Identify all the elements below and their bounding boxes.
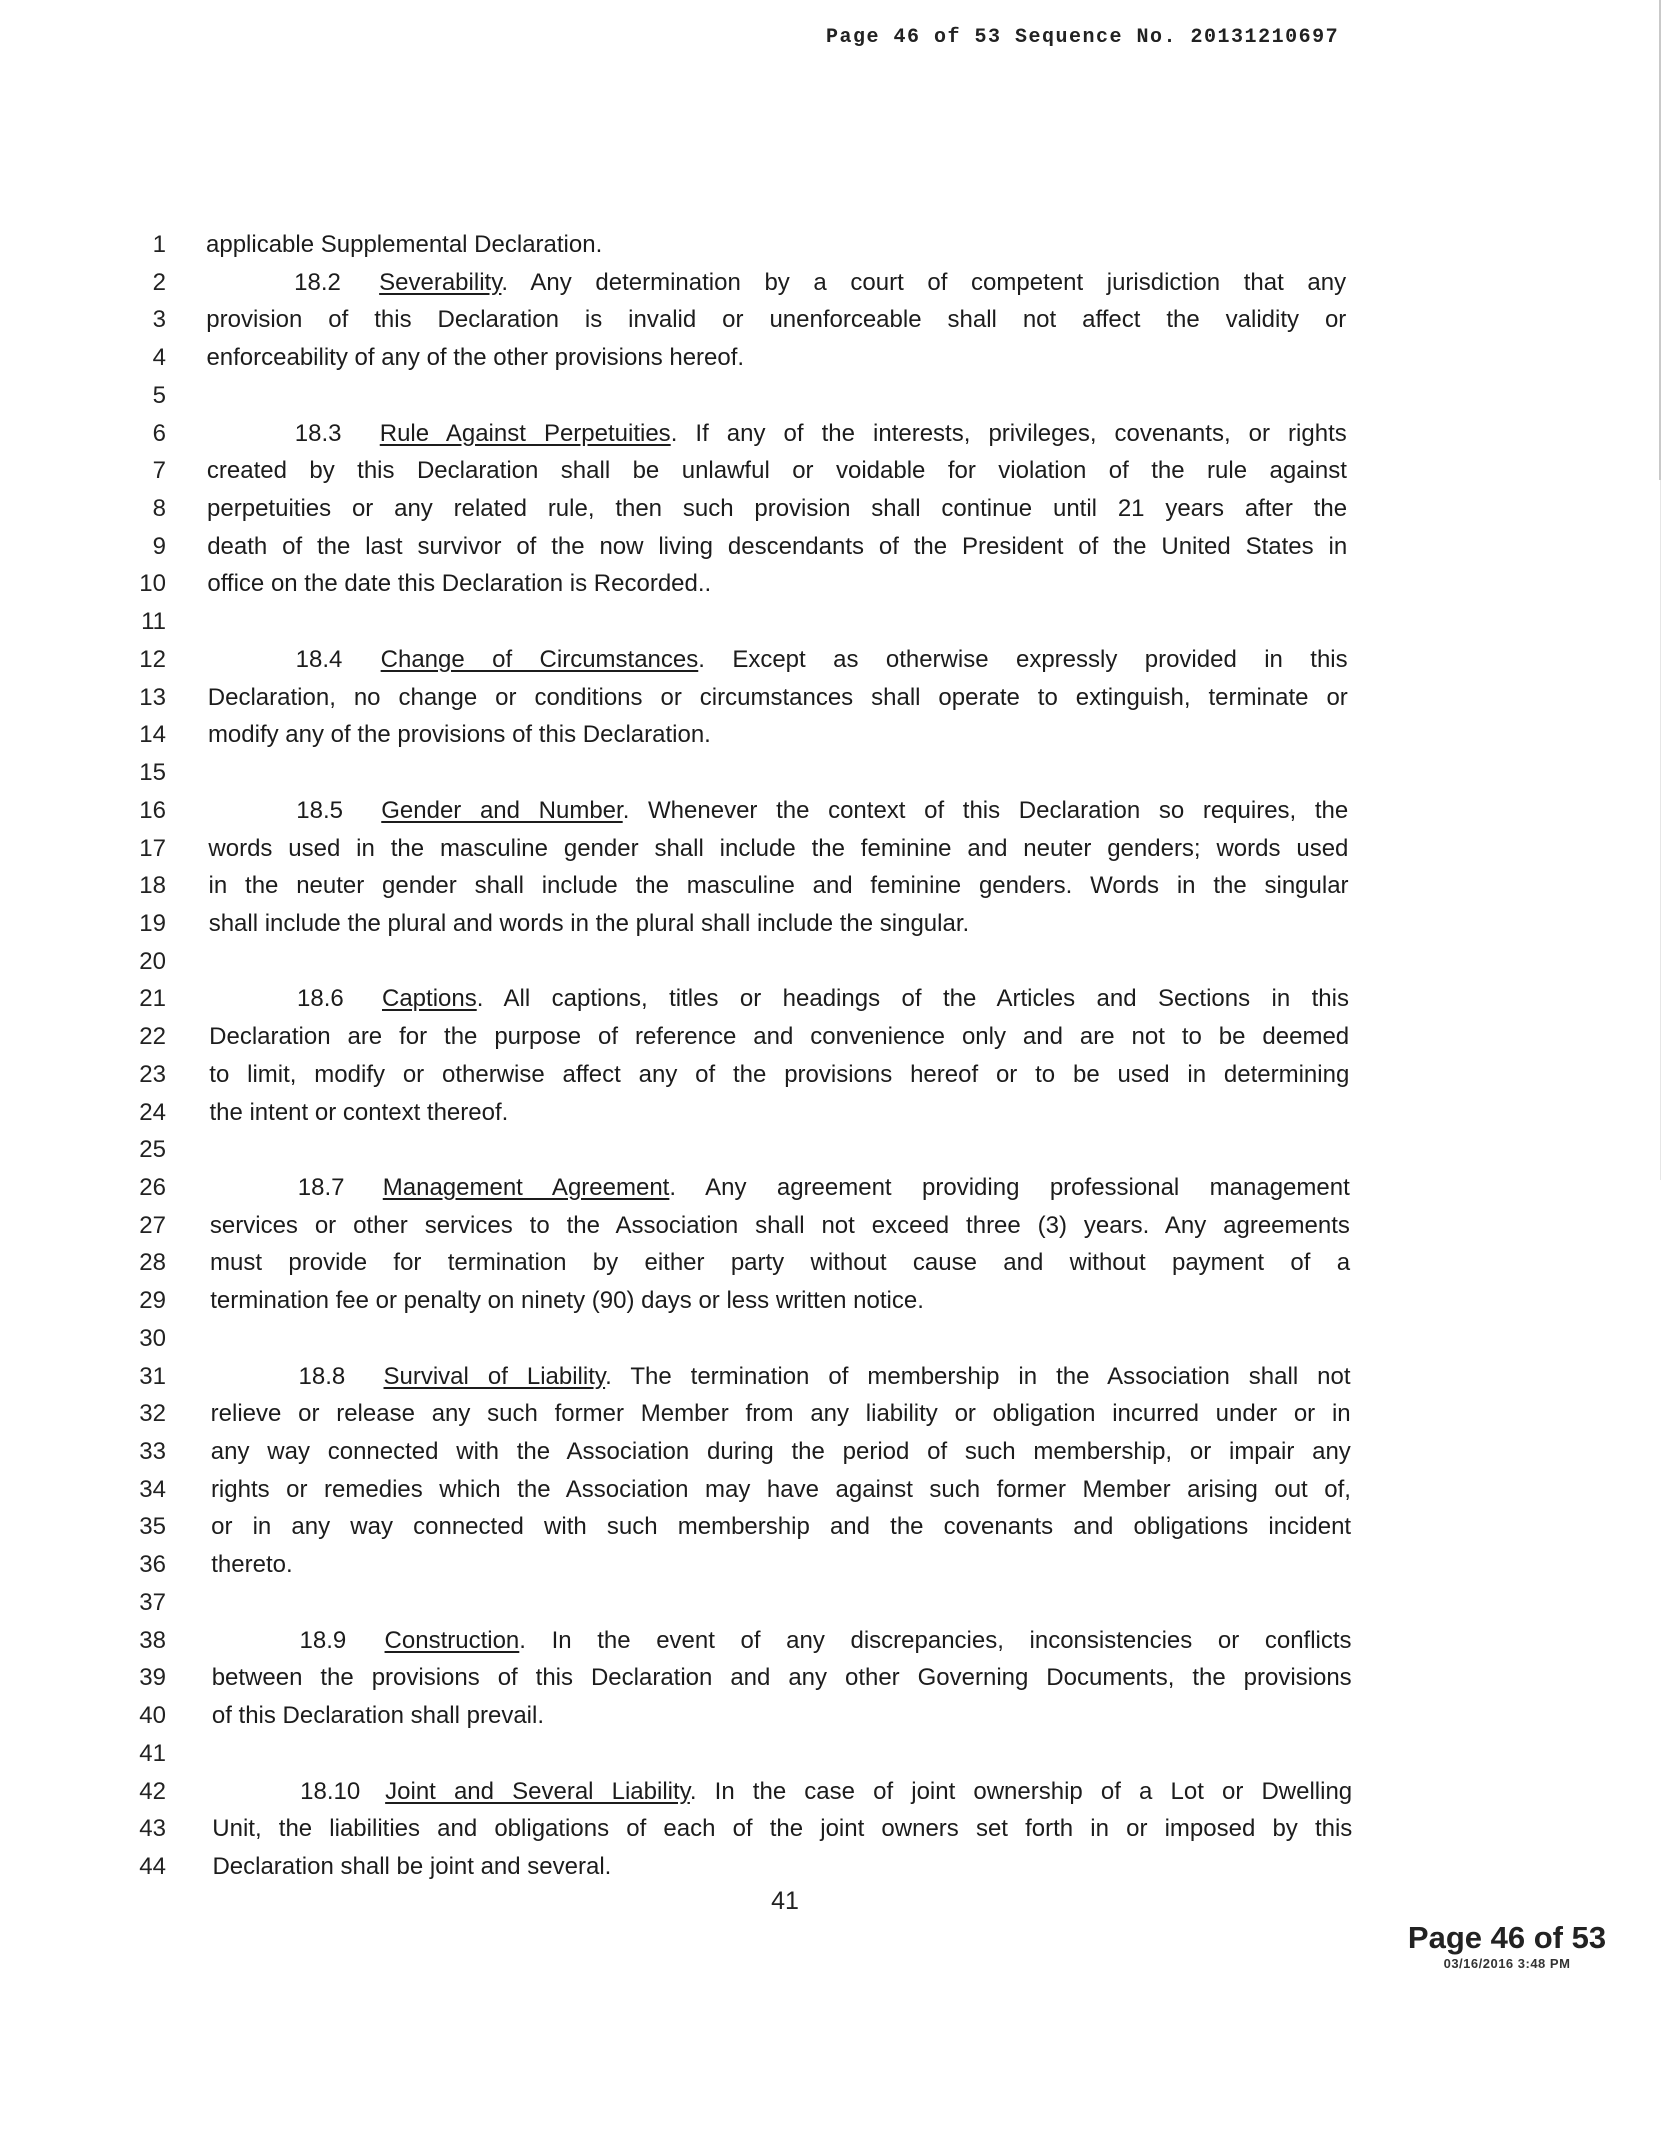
text-segment: to limit, modify or otherwise affect any of the provisions hereof or to be used in determining <box>209 1060 1350 1088</box>
page-number: 41 <box>771 1887 799 1915</box>
line-text <box>212 1848 1352 1885</box>
line-text <box>211 1508 1351 1545</box>
line-number: 34 <box>139 1475 166 1503</box>
document-line <box>0 679 1664 716</box>
line-number: 39 <box>139 1664 166 1692</box>
sequence-header: Page 46 of 53 Sequence No. 20131210697 <box>826 26 1340 49</box>
document-line <box>0 867 1664 904</box>
document-line <box>0 1433 1664 1470</box>
line-number: 31 <box>139 1362 166 1390</box>
line-number: 13 <box>139 683 166 711</box>
section-heading: Survival of Liability <box>383 1362 606 1390</box>
document-line <box>0 452 1664 489</box>
line-number: 42 <box>139 1777 166 1805</box>
line-number: 24 <box>139 1098 166 1126</box>
line-number: 38 <box>139 1626 166 1654</box>
line-text <box>206 301 1346 338</box>
text-segment: . If any of the interests, privileges, covenants, or rights <box>670 419 1347 447</box>
line-text <box>212 1810 1352 1847</box>
document-line <box>0 1395 1664 1432</box>
document-line <box>0 1320 1664 1357</box>
line-text <box>212 1697 1352 1734</box>
line-number: 44 <box>139 1852 166 1880</box>
line-number: 30 <box>139 1324 166 1352</box>
section-number: 18.4 <box>295 645 343 673</box>
line-number: 29 <box>139 1287 166 1315</box>
document-line <box>0 830 1664 867</box>
line-text <box>210 1207 1350 1244</box>
line-number: 15 <box>139 759 166 787</box>
document-line <box>0 1282 1664 1319</box>
text-segment: . In the case of joint ownership of a Lot or Dwelling <box>689 1777 1353 1805</box>
line-number: 8 <box>152 495 166 523</box>
line-text <box>209 1018 1349 1055</box>
section-heading: Construction <box>384 1626 520 1654</box>
document-line <box>0 1773 1664 1810</box>
line-number: 10 <box>139 570 166 598</box>
text-segment: Declaration shall be joint and several. <box>212 1852 612 1880</box>
document-line <box>0 1244 1664 1281</box>
document-line <box>0 641 1664 678</box>
section-number: 18.8 <box>298 1362 346 1390</box>
section-heading: Management Agreement <box>382 1174 670 1201</box>
document-line <box>0 415 1664 452</box>
line-number: 23 <box>139 1060 166 1088</box>
text-segment: . The termination of membership in the Association shall not <box>605 1362 1351 1390</box>
line-text <box>208 716 1348 753</box>
line-number: 26 <box>139 1174 166 1201</box>
document-line <box>0 943 1664 980</box>
stamp-datetime: 03/16/2016 3:48 PM <box>1443 1956 1571 1971</box>
section-heading: Severability <box>379 268 502 296</box>
line-text <box>210 1169 1350 1206</box>
line-number: 35 <box>139 1513 166 1541</box>
section-heading: Joint and Several Liability <box>385 1777 690 1805</box>
line-text <box>207 490 1347 527</box>
line-text <box>210 1244 1350 1281</box>
line-number: 14 <box>139 721 166 749</box>
text-segment: . All captions, titles or headings of the Articles and Sections in this <box>476 985 1349 1013</box>
document-line <box>0 1546 1664 1583</box>
document-line <box>0 792 1664 829</box>
text-segment: enforceability of any of the other provisions hereof. <box>206 344 745 372</box>
text-segment: created by this Declaration shall be unlawful or voidable for violation of the rule against <box>206 457 1347 485</box>
line-number: 3 <box>152 306 166 334</box>
document-line <box>0 1018 1664 1055</box>
document-line <box>0 1848 1664 1885</box>
line-number: 33 <box>139 1438 166 1466</box>
text-segment: perpetuities or any related rule, then such provision shall continue until 21 years after the <box>207 495 1348 523</box>
text-segment: of this Declaration shall prevail. <box>211 1702 544 1730</box>
text-segment: . In the event of any discrepancies, inconsistencies or conflicts <box>519 1626 1352 1654</box>
document-line <box>0 603 1664 640</box>
line-number: 21 <box>139 985 166 1013</box>
line-number: 22 <box>139 1023 166 1051</box>
line-text <box>209 1094 1349 1131</box>
line-text <box>211 1358 1351 1395</box>
document-line <box>0 301 1664 338</box>
section-heading: Change of Circumstances <box>380 645 699 673</box>
document-line <box>0 1094 1664 1131</box>
line-text <box>211 1471 1351 1508</box>
line-text <box>212 1622 1352 1659</box>
line-number: 19 <box>139 909 166 937</box>
line-text <box>206 264 1346 301</box>
text-segment: . Except as otherwise expressly provided in this <box>698 645 1348 673</box>
line-number: 16 <box>139 796 166 824</box>
section-number: 18.5 <box>296 796 343 824</box>
document-line <box>0 1584 1664 1621</box>
document-line <box>0 1358 1664 1395</box>
line-number: 12 <box>139 645 166 673</box>
document-line <box>0 490 1664 527</box>
document-line <box>0 339 1664 376</box>
section-heading: Gender and Number <box>381 796 623 824</box>
line-number: 9 <box>152 532 166 560</box>
section-number: 18.10 <box>300 1777 361 1805</box>
text-segment: modify any of the provisions of this Declaration. <box>207 721 711 749</box>
document-line <box>0 1169 1664 1206</box>
line-number: 27 <box>139 1211 166 1239</box>
text-segment: thereto. <box>211 1551 293 1579</box>
text-segment: any way connected with the Association during the period of such membership, or impair any <box>210 1438 1351 1466</box>
text-segment: provision of this Declaration is invalid or unenforceable shall not affect the validity or <box>206 306 1347 334</box>
stamp-page-count: Page 46 of 53 <box>1407 1920 1607 1955</box>
text-segment: . Any agreement providing professional management <box>669 1174 1350 1201</box>
document-line <box>0 264 1664 301</box>
line-text <box>211 1546 1351 1583</box>
line-text <box>207 565 1347 602</box>
document-line <box>0 528 1664 565</box>
document-line <box>0 754 1664 791</box>
text-segment: applicable Supplemental Declaration. <box>206 231 603 258</box>
line-number: 25 <box>139 1136 166 1164</box>
line-number: 4 <box>152 344 166 372</box>
line-number: 20 <box>139 947 166 975</box>
document-line <box>0 226 1664 263</box>
line-number: 11 <box>141 608 166 636</box>
text-segment: . Any determination by a court of competent jurisdiction that any <box>501 268 1347 296</box>
line-text <box>212 1659 1352 1696</box>
line-number: 37 <box>139 1588 166 1616</box>
text-segment: or in any way connected with such membership and the covenants and obligations incident <box>211 1513 1352 1541</box>
document-line <box>0 1207 1664 1244</box>
line-text <box>208 792 1348 829</box>
line-text <box>207 452 1347 489</box>
line-number: 18 <box>139 872 166 900</box>
text-segment: Unit, the liabilities and obligations of each of the joint owners set forth in or imposed by this <box>212 1815 1353 1843</box>
text-segment: must provide for termination by either party without cause and without payment of a <box>210 1249 1351 1277</box>
text-segment: words used in the masculine gender shall include the feminine and neuter genders; words used <box>208 834 1349 862</box>
document-line <box>0 1056 1664 1093</box>
line-text <box>209 905 1349 942</box>
line-text <box>206 339 1346 376</box>
line-text <box>206 226 1346 263</box>
line-number: 28 <box>139 1249 166 1277</box>
text-segment: death of the last survivor of the now living descendants of the President of the United States in <box>207 532 1348 560</box>
section-number: 18.7 <box>297 1174 345 1201</box>
line-number: 17 <box>139 834 166 862</box>
line-number: 36 <box>139 1551 166 1579</box>
document-line <box>0 1131 1664 1168</box>
line-number: 7 <box>152 457 166 485</box>
text-segment: termination fee or penalty on ninety (90) days or less written notice. <box>210 1287 924 1315</box>
text-segment: between the provisions of this Declaration and any other Governing Documents, the provisions <box>211 1664 1352 1692</box>
document-line <box>0 905 1664 942</box>
document-line <box>0 1508 1664 1545</box>
document-line <box>0 1697 1664 1734</box>
text-segment: services or other services to the Association shall not exceed three (3) years. Any agreements <box>209 1211 1350 1239</box>
section-heading: Rule Against Perpetuities <box>379 419 671 447</box>
document-line <box>0 1659 1664 1696</box>
line-text <box>210 1282 1350 1319</box>
section-heading: Captions <box>382 985 477 1013</box>
line-number: 40 <box>139 1702 166 1730</box>
section-number: 18.3 <box>294 419 342 447</box>
text-segment: . Whenever the context of this Declaration so requires, the <box>622 796 1349 824</box>
line-text <box>208 641 1348 678</box>
section-number: 18.9 <box>299 1626 347 1654</box>
document-line <box>0 1735 1664 1772</box>
text-segment: relieve or release any such former Member from any liability or obligation incurred under or in <box>210 1400 1351 1428</box>
line-text <box>209 980 1349 1017</box>
document-line <box>0 1810 1664 1847</box>
line-text <box>209 867 1349 904</box>
line-text <box>208 830 1348 867</box>
document-line <box>0 1622 1664 1659</box>
line-number: 41 <box>139 1739 166 1767</box>
recording-stamp <box>1402 1920 1612 1971</box>
line-text <box>212 1773 1352 1810</box>
line-number: 5 <box>152 381 166 409</box>
line-number: 2 <box>152 268 166 296</box>
document-line <box>0 377 1664 414</box>
section-number: 18.6 <box>297 985 344 1013</box>
text-segment: Declaration are for the purpose of reference and convenience only and are not to be deemed <box>209 1023 1350 1051</box>
document-line <box>0 716 1664 753</box>
section-number: 18.2 <box>294 268 341 296</box>
text-segment: the intent or context thereof. <box>209 1098 509 1126</box>
line-number: 6 <box>152 419 166 447</box>
text-segment: shall include the plural and words in the plural shall include the singular. <box>208 909 970 937</box>
line-text <box>209 1056 1349 1093</box>
line-number: 43 <box>139 1815 166 1843</box>
line-text <box>207 415 1347 452</box>
line-text <box>211 1395 1351 1432</box>
document-line <box>0 565 1664 602</box>
document-line <box>0 1471 1664 1508</box>
text-segment: rights or remedies which the Association may have against such former Member arising out of, <box>210 1475 1351 1503</box>
text-segment: in the neuter gender shall include the masculine and feminine genders. Words in the singular <box>208 872 1349 900</box>
line-text <box>207 528 1347 565</box>
line-text <box>208 679 1348 716</box>
document-line <box>0 980 1664 1017</box>
line-number: 32 <box>139 1400 166 1428</box>
text-segment: office on the date this Declaration is Recorded.. <box>207 570 712 598</box>
line-number: 1 <box>152 231 166 258</box>
line-text <box>211 1433 1351 1470</box>
text-segment: Declaration, no change or conditions or circumstances shall operate to extinguish, terminate or <box>207 683 1348 711</box>
